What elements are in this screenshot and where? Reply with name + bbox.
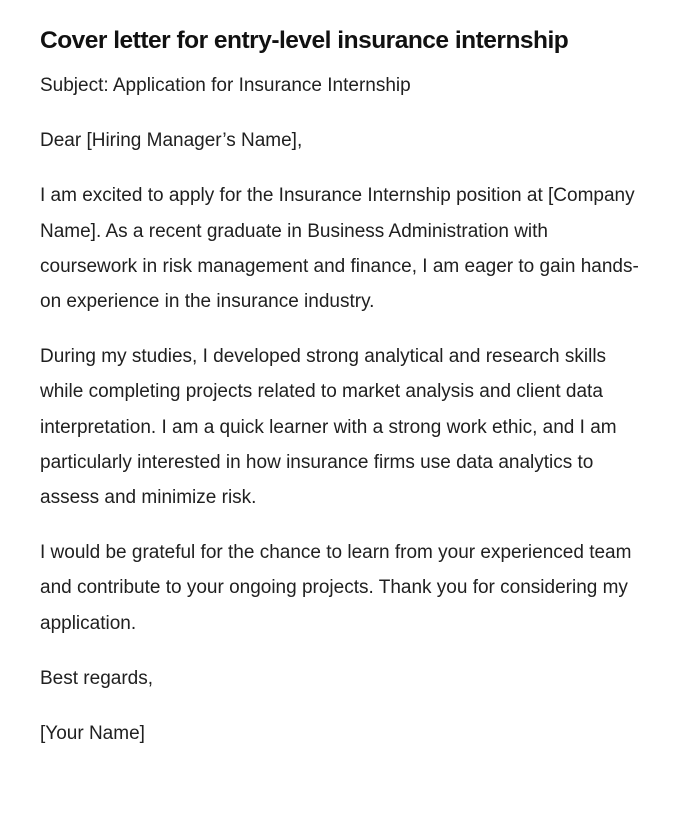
closing: Best regards,: [40, 667, 153, 689]
signature: [Your Name]: [40, 723, 145, 745]
body-paragraph-3: I would be grateful for the chance to learn from your experienced team and contribute to your ongoing projects. Thank you for considering my application.: [40, 542, 632, 634]
body-paragraph-2: During my studies, I developed strong analytical and research skills while completing projects related to market analysis and client data interpretation. I am a quick learner with a strong work ethic, and I am particularly interested in how insurance firms use data analytics to assess and minimize risk.: [40, 346, 617, 509]
body-paragraph-1: I am excited to apply for the Insurance Internship position at [Company Name]. As a recent graduate in Business Administration with coursework in risk management and finance, I am eager to gain hands-on experience in the insurance industry.: [40, 185, 639, 313]
page-title: Cover letter for entry-level insurance internship: [40, 27, 569, 54]
subject-line: Subject: Application for Insurance Internship: [40, 75, 411, 96]
cover-letter-document: [40, 22, 640, 771]
salutation: Dear [Hiring Manager’s Name],: [40, 130, 303, 152]
